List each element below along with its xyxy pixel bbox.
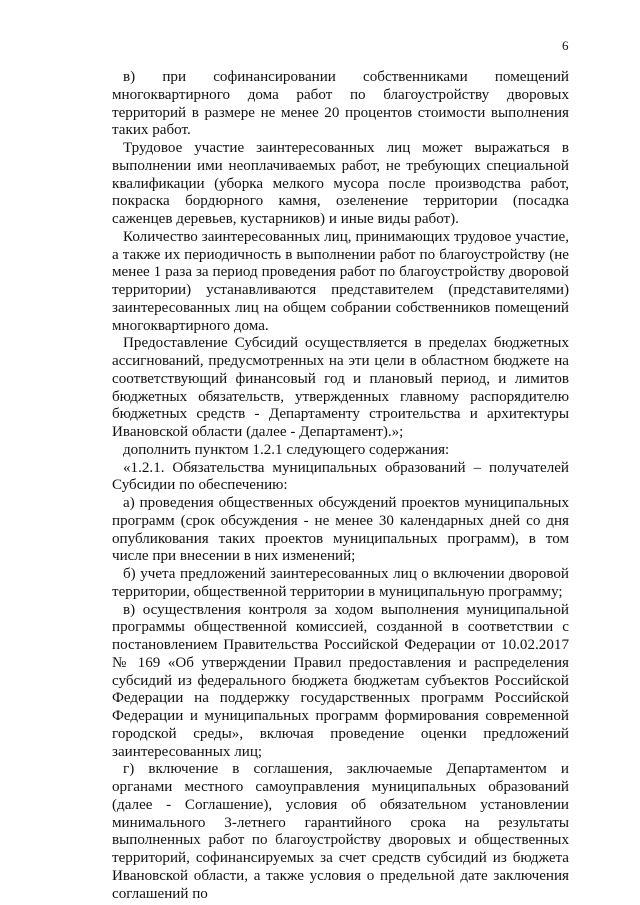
paragraph: г) включение в соглашения, заключаемые Департаментом и органами местного самоуправления муниципальных образований (далее - Соглашение), условия об обязательном установлении минимального 3-летнего гарантийного срока на результаты выполненных работ по благоустройству дворовых и общественных территорий, софинансируемых за счет средств субсидий из бюджета Ивановской области, а также условия о предельной дате заключения соглашений по [112, 761, 569, 902]
paragraph: Количество заинтересованных лиц, принимающих трудовое участие, а также их периодичность в выполнении работ по благоустройству (не менее 1 раза за период проведения работ по благоустройству дворовой территории) устанавливаются представителем (представителями) заинтересованных лиц на общем собрании собственников помещений многоквартирного дома. [112, 228, 569, 334]
page-number: 6 [562, 38, 569, 53]
paragraph: в) при софинансировании собственниками помещений многоквартирного дома работ по благоустройству дворовых территорий в размере не менее 20 процентов стоимости выполнения таких работ. [112, 69, 569, 139]
document-body [112, 69, 569, 903]
paragraph: Трудовое участие заинтересованных лиц может выражаться в выполнении ими неоплачиваемых работ, не требующих специальной квалификации (уборка мелкого мусора после производства работ, покраска бордюрного камня, озеленение территории (посадка саженцев деревьев, кустарников) и иные виды работ). [112, 140, 569, 227]
paragraph: «1.2.1. Обязательства муниципальных образований – получателей Субсидии по обеспечению: [112, 459, 569, 494]
paragraph: в) осуществления контроля за ходом выполнения муниципальной программы общественной комиссией, созданной в соответствии с постановлением Правительства Российской Федерации от 10.02.2017 № 169 «Об утверждении Правил предоставления и распределения субсидий из федерального бюджета бюджетам субъектов Российской Федерации на поддержку государственных программ Российской Федерации и муниципальных программ формирования современной городской среды», включая проведение оценки предложений заинтересованных лиц; [112, 601, 569, 760]
paragraph: Предоставление Субсидий осуществляется в пределах бюджетных ассигнований, предусмотренных на эти цели в областном бюджете на соответствующий финансовый год и плановый период, и лимитов бюджетных обязательств, утвержденных главному распорядителю бюджетных средств - Департаменту строительства и архитектуры Ивановской области (далее - Департамент).»; [112, 335, 569, 440]
paragraph: дополнить пунктом 1.2.1 следующего содержания: [123, 441, 450, 458]
paragraph: б) учета предложений заинтересованных лиц о включении дворовой территории, общественной территории в муниципальную программу; [112, 566, 569, 600]
paragraph: а) проведения общественных обсуждений проектов муниципальных программ (срок обсуждения - не менее 30 календарных дней со дня опубликования таких проектов муниципальных программ), в том числе при внесении в них изменений; [112, 495, 569, 565]
